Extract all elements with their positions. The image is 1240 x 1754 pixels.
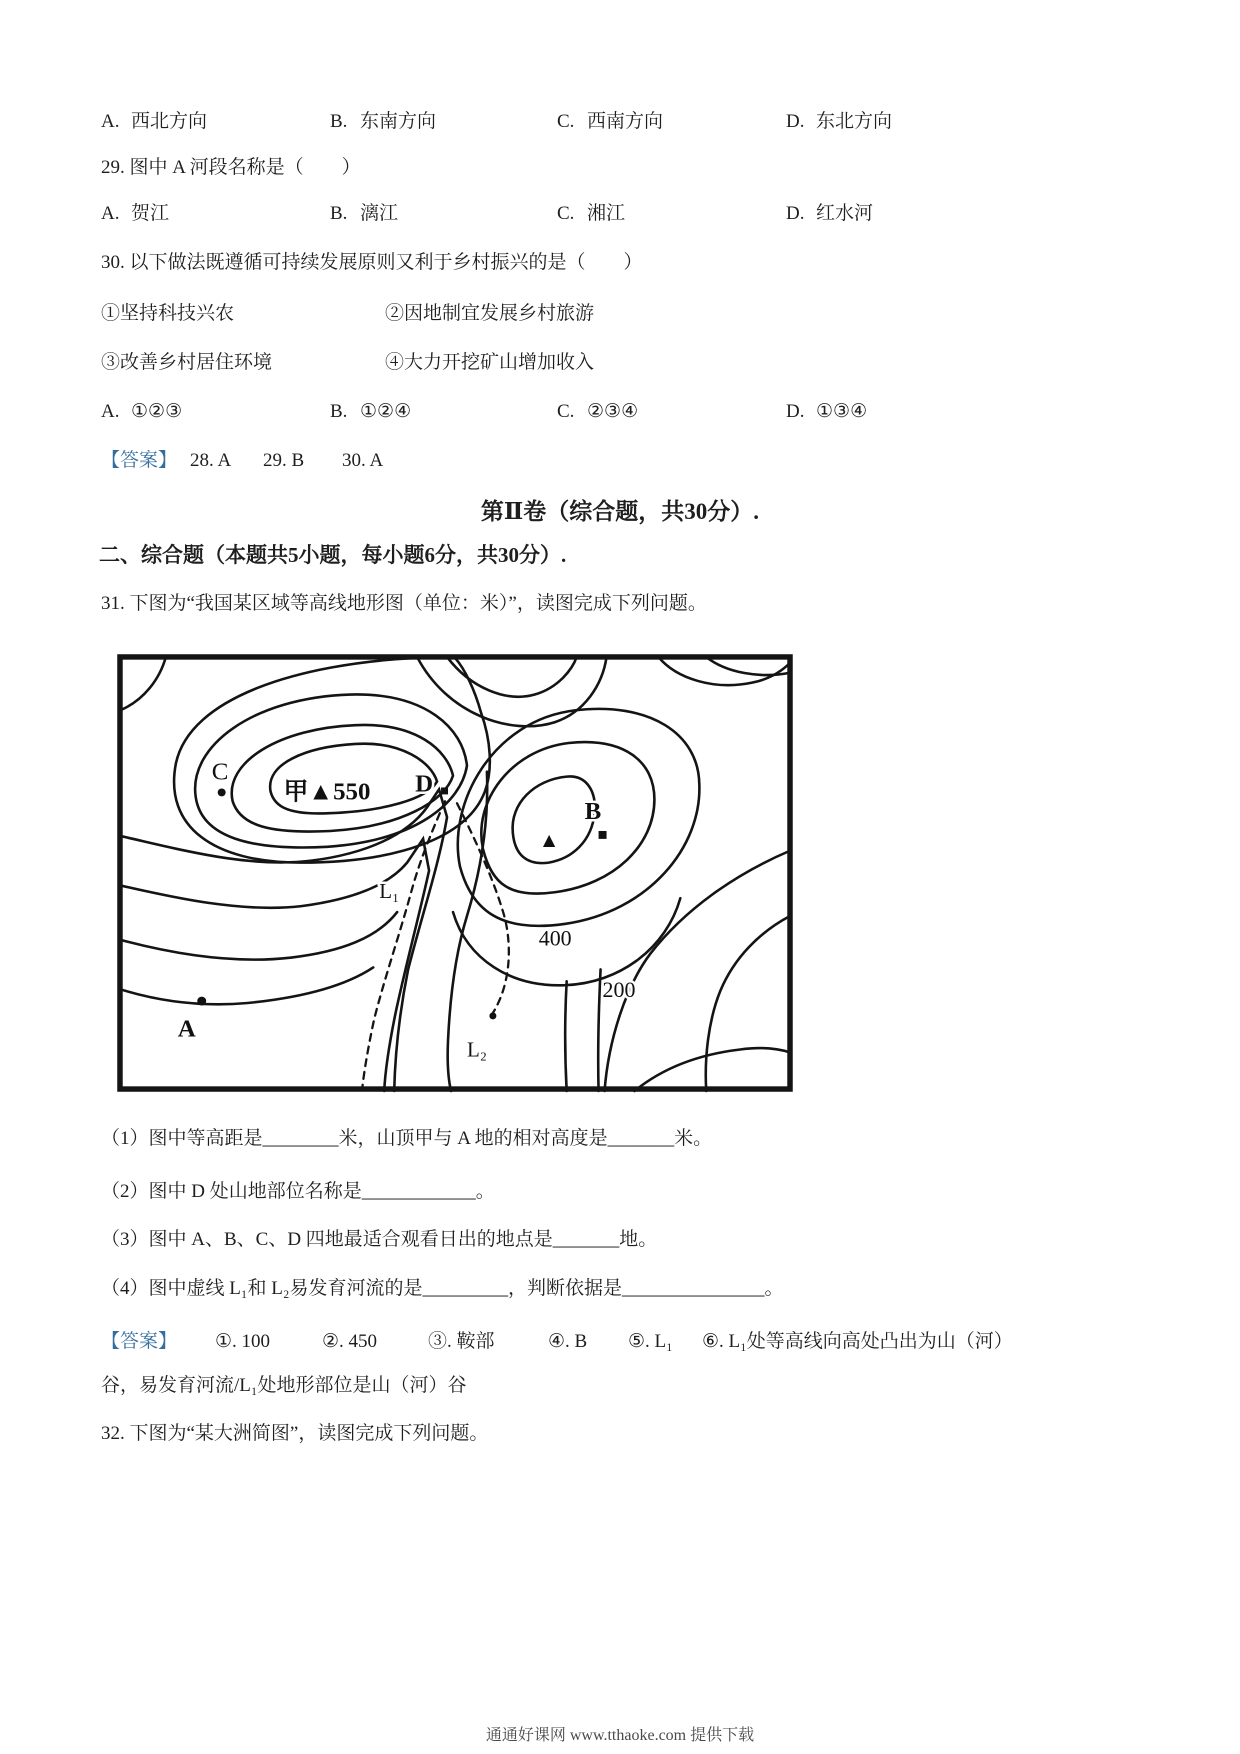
- q31-answer-label: 【答案】: [101, 1331, 178, 1352]
- q28-option-a: A. 西北方向: [101, 111, 208, 132]
- map-label-peak-right: ▲: [538, 827, 560, 852]
- q30-option-d: D. ①③④: [786, 401, 868, 422]
- point-d-dot: [441, 787, 448, 794]
- q31-answer-part-3: ③. 鞍部: [428, 1331, 495, 1352]
- q31-sub-2: （2）图中 D 处山地部位名称是____________。: [101, 1181, 495, 1202]
- point-c-dot: [218, 788, 226, 796]
- q30-option-b: B. ①②④: [330, 401, 412, 422]
- answer-30: 30. A: [342, 450, 384, 471]
- map-label-200: 200: [602, 978, 636, 1003]
- q30-option-a: A. ①②③: [101, 401, 183, 422]
- contour-map-figure: [116, 653, 794, 1093]
- q30-stem: 30. 以下做法既遵循可持续发展原则又利于乡村振兴的是（ ）: [101, 252, 643, 273]
- point-b-dot: [599, 831, 607, 839]
- map-label-l2: L₂: [466, 1037, 488, 1062]
- map-label-400: 400: [538, 926, 572, 951]
- contour-map-svg: [116, 653, 794, 1093]
- q31-answer-part-5: ⑤. L₁: [628, 1331, 673, 1352]
- q28-option-b: B. 东南方向: [330, 111, 437, 132]
- q30-item-2: ②因地制宜发展乡村旅游: [385, 303, 595, 324]
- map-label-b: B: [584, 798, 602, 826]
- q32-stem: 32. 下图为“某大洲简图”，读图完成下列问题。: [101, 1423, 489, 1444]
- q29-stem: 29. 图中 A 河段名称是（ ）: [101, 157, 361, 178]
- point-a-dot: [197, 997, 206, 1006]
- q31-sub-4: （4）图中虚线 L₁和 L₂易发育河流的是_________，判断依据是_______________。: [101, 1278, 784, 1299]
- q31-answer-part-6: ⑥. L₁处等高线向高处凸出为山（河）: [702, 1331, 1013, 1352]
- answer-28: 28. A: [190, 450, 232, 471]
- q31-answer-part-1: ①. 100: [215, 1331, 271, 1352]
- q29-option-b: B. 漓江: [330, 203, 399, 224]
- point-l2-dot: [489, 1012, 496, 1019]
- q31-sub-1: （1）图中等高距是________米，山顶甲与 A 地的相对高度是_______米。: [101, 1128, 713, 1149]
- section-heading: 二、综合题（本题共5小题，每小题6分，共30分）.: [99, 543, 567, 567]
- q30-option-c: C. ②③④: [557, 401, 639, 422]
- q31-answer-wrap-line: 谷，易发育河流/L₁处地形部位是山（河）谷: [101, 1375, 467, 1396]
- map-label-a: A: [177, 1015, 196, 1043]
- map-border: [120, 657, 790, 1089]
- page-footer: 通通好课网 www.tthaoke.com 提供下载: [485, 1727, 755, 1744]
- volume-title: 第Ⅱ卷（综合题，共30分）.: [480, 499, 760, 524]
- q28-option-c: C. 西南方向: [557, 111, 664, 132]
- q31-sub-3: （3）图中 A、B、C、D 四地最适合观看日出的地点是_______地。: [101, 1229, 658, 1250]
- answer-label: 【答案】: [101, 450, 178, 471]
- q30-item-3: ③改善乡村居住环境: [101, 352, 273, 373]
- map-label-d: D: [415, 770, 434, 798]
- q30-item-1: ①坚持科技兴农: [101, 303, 235, 324]
- q31-answer-part-2: ②. 450: [322, 1331, 378, 1352]
- answer-29: 29. B: [263, 450, 305, 471]
- map-label-peak-left: 甲▲550: [283, 778, 371, 806]
- q31-stem: 31. 下图为“我国某区域等高线地形图（单位：米）”，读图完成下列问题。: [101, 593, 707, 614]
- map-label-l1: L₁: [379, 879, 400, 904]
- q30-item-4: ④大力开挖矿山增加收入: [385, 352, 595, 373]
- q29-option-a: A. 贺江: [101, 203, 170, 224]
- q29-option-c: C. 湘江: [557, 203, 626, 224]
- map-label-c: C: [211, 758, 229, 786]
- q29-option-d: D. 红水河: [786, 203, 874, 224]
- q31-answer-part-4: ④. B: [548, 1331, 588, 1352]
- q28-option-d: D. 东北方向: [786, 111, 893, 132]
